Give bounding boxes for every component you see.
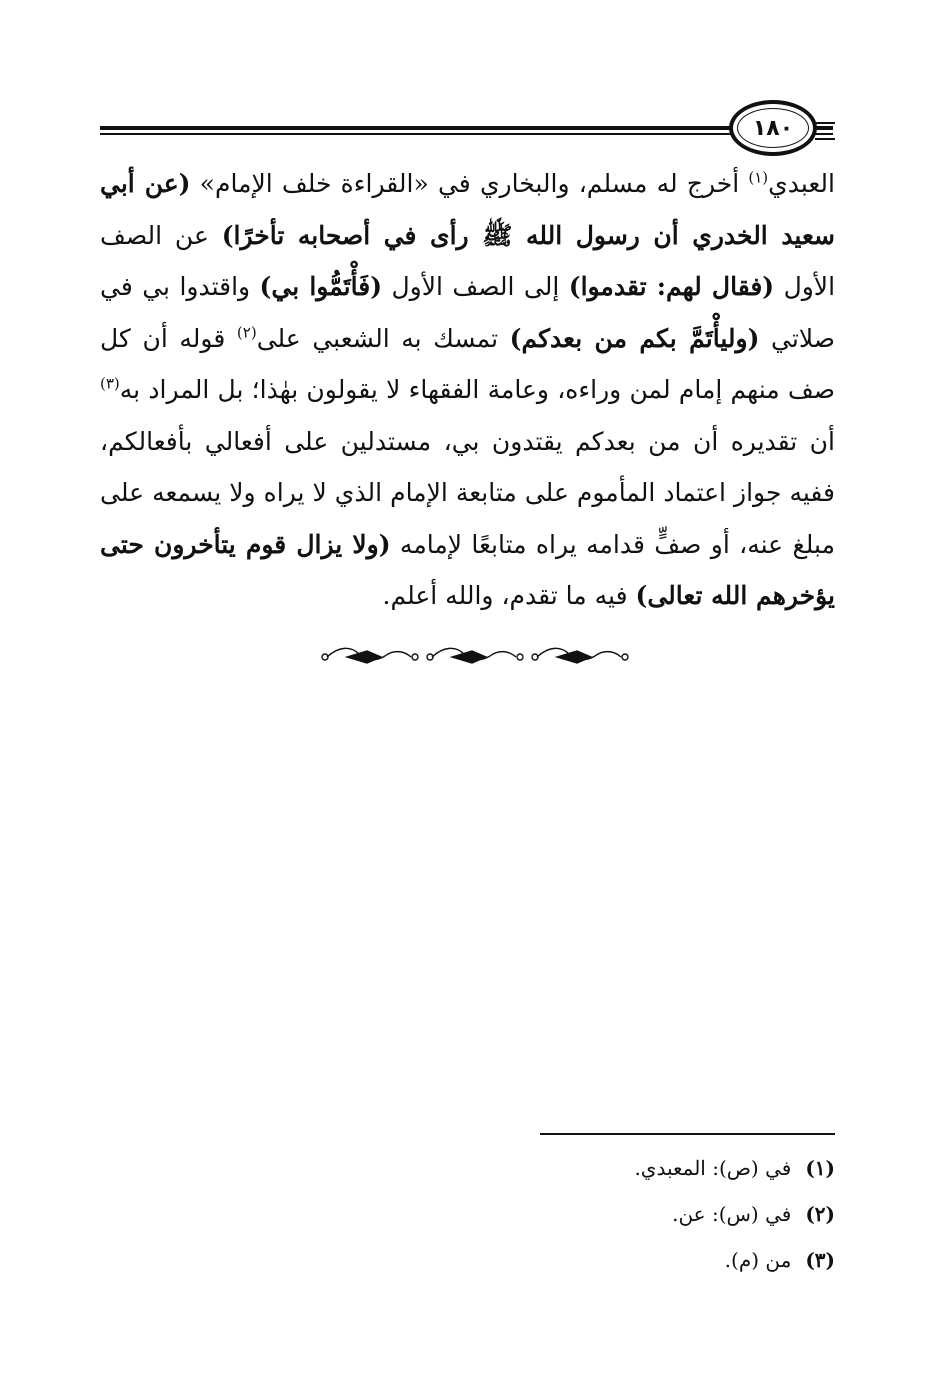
ornament-flourish-icon [319,640,629,674]
header-rule-thin [100,133,833,135]
footnote-mark: (٣) [805,1248,835,1272]
commentary-text: أخرج له مسلم، والبخاري في «القراءة خلف الإمام» [190,169,749,198]
page-number-badge [729,100,817,156]
section-ornament [0,640,947,674]
footnotes [335,1145,835,1283]
commentary-text: تمسك به الشعبي على [256,323,510,353]
header-rule-thick [100,126,833,130]
footnote-ref: (١) [748,168,769,187]
commentary-text: فيه ما تقدم، والله أعلم. [382,581,636,610]
footnote-item [335,1145,835,1191]
footnote-item [335,1237,835,1283]
commentary-text: إلى الصف الأول [382,272,569,301]
hadith-quote: (عن أبي سعيد الخدري أن رسول الله ﷺ رأى في أصحابه تأخرًا) [100,169,835,250]
commentary-text: أن تقديره أن من بعدكم يقتدون بي، مستدلين على أفعالي بأفعالكم، ففيه جواز اعتماد المأموم على متابعة الإمام الذي لا يراه ولا يسمعه على مبلغ عنه، أو صفٍّ قدامه يراه متابعًا لإمامه [100,426,835,559]
hadith-quote: (فقال لهم: تقدموا) [568,272,775,301]
footnote-item [335,1191,835,1237]
hadith-quote: (وليأْتَمَّ بكم من بعدكم) [509,323,760,353]
commentary-text: عن الصف الأول [100,220,836,301]
body-paragraph [100,158,835,622]
commentary-text: العبدي [768,169,835,198]
footnote-separator [540,1133,835,1135]
footnote-text: في (ص): المعبدي. [634,1156,792,1180]
hadith-quote: (فَأْتَمُّوا بي) [259,272,383,301]
header-rule-tail [815,122,835,140]
commentary-text: قوله أن كل صف منهم إمام لمن وراءه، وعامة الفقهاء لا يقولون بهٰذا؛ بل المراد به [100,323,835,404]
footnote-ref: (٣) [100,374,120,393]
footnote-mark: (١) [805,1156,835,1180]
page-number: ١٨٠ [752,115,794,141]
hadith-quote: (ولا يزال قوم يتأخرون حتى يؤخرهم الله تعالى) [100,529,835,610]
footnote-mark: (٢) [805,1202,835,1226]
footnote-ref: (٢) [236,323,257,342]
page-header [100,96,833,160]
footnote-text: في (س): عن. [672,1202,792,1226]
commentary-text: واقتدوا بي في صلاتي [100,272,835,353]
footnote-text: من (م). [724,1248,792,1272]
